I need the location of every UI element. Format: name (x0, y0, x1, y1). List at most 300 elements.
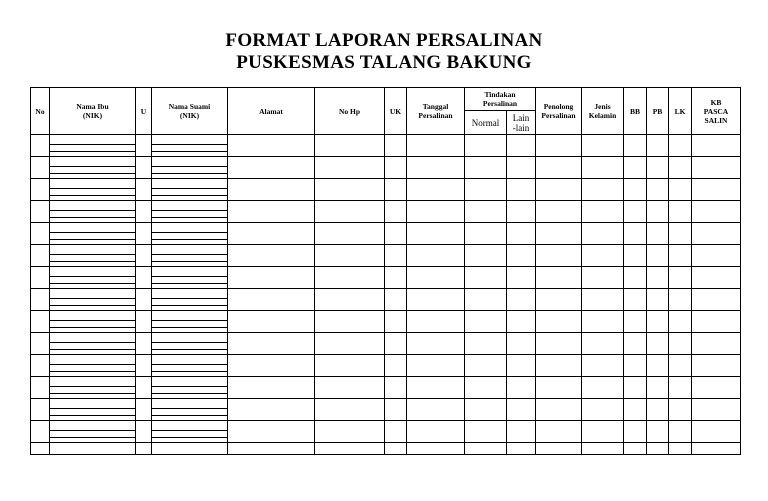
cell-tanggal-persalinan (407, 179, 465, 201)
header-lain-suffix: -lain (512, 122, 530, 133)
cell-no (31, 421, 50, 443)
cell-tanggal-persalinan (407, 267, 465, 289)
cell-uk (385, 443, 407, 455)
nik-line (152, 408, 227, 409)
cell-nama-ibu (50, 223, 136, 245)
cell-bb (624, 201, 647, 223)
nik-line (152, 188, 227, 189)
cell-nama-ibu (50, 135, 136, 157)
cell-normal (465, 223, 507, 245)
cell-normal (465, 355, 507, 377)
cell-kb-pasca-salin (692, 443, 741, 455)
cell-lk (669, 135, 692, 157)
nik-line (152, 261, 227, 262)
cell-uk (385, 267, 407, 289)
cell-no (31, 399, 50, 421)
cell-alamat (228, 157, 315, 179)
nik-line (152, 364, 227, 365)
cell-pb (647, 135, 669, 157)
cell-kb-pasca-salin (692, 377, 741, 399)
cell-pb (647, 377, 669, 399)
cell-tanggal-persalinan (407, 223, 465, 245)
cell-kb-pasca-salin (692, 333, 741, 355)
cell-no-hp (315, 399, 385, 421)
cell-alamat (228, 355, 315, 377)
nik-line (50, 276, 135, 277)
cell-penolong (536, 201, 582, 223)
cell-kb-pasca-salin (692, 179, 741, 201)
cell-pb (647, 443, 669, 455)
cell-nama-ibu (50, 157, 136, 179)
cell-tanggal-persalinan (407, 443, 465, 455)
cell-uk (385, 421, 407, 443)
cell-penolong (536, 355, 582, 377)
header-penolong-persalinan-label: Persalinan (541, 111, 576, 120)
cell-alamat (228, 289, 315, 311)
cell-nama-ibu (50, 289, 136, 311)
header-nama-ibu (50, 88, 136, 135)
cell-nama-suami (152, 223, 228, 245)
nik-line (50, 151, 135, 152)
nik-line (50, 195, 135, 196)
cell-nama-ibu (50, 355, 136, 377)
cell-tanggal-persalinan (407, 377, 465, 399)
cell-normal (465, 267, 507, 289)
cell-nama-suami (152, 157, 228, 179)
cell-lk (669, 267, 692, 289)
cell-lain-lain (507, 223, 536, 245)
cell-pb (647, 399, 669, 421)
cell-kb-pasca-salin (692, 135, 741, 157)
nik-line (152, 166, 227, 167)
header-tindakan-label: Tindakan (484, 90, 516, 99)
cell-alamat (228, 223, 315, 245)
cell-lain-lain (507, 443, 536, 455)
header-no: No (31, 88, 50, 135)
cell-uk (385, 179, 407, 201)
header-nama-ibu-label: Nama Ibu (76, 102, 109, 111)
header-nama-ibu-nik: (NIK) (82, 111, 103, 120)
cell-uk (385, 333, 407, 355)
cell-bb (624, 355, 647, 377)
cell-penolong (536, 311, 582, 333)
cell-bb (624, 443, 647, 455)
nik-line (152, 327, 227, 328)
cell-lk (669, 377, 692, 399)
cell-lain-lain (507, 267, 536, 289)
cell-lain-lain (507, 179, 536, 201)
cell-alamat (228, 311, 315, 333)
cell-pb (647, 179, 669, 201)
cell-nama-ibu (50, 311, 136, 333)
cell-no-hp (315, 157, 385, 179)
cell-nama-suami (152, 399, 228, 421)
cell-jenis-kelamin (582, 135, 624, 157)
header-tindakan-persalinan-label: Persalinan (482, 99, 518, 108)
cell-no (31, 135, 50, 157)
cell-no-hp (315, 179, 385, 201)
cell-nama-ibu (50, 201, 136, 223)
cell-no (31, 223, 50, 245)
cell-u (136, 223, 152, 245)
header-kb-label: KB (710, 97, 722, 107)
cell-u (136, 333, 152, 355)
nik-line (50, 217, 135, 218)
report-title-line-1: FORMAT LAPORAN PERSALINAN (225, 30, 543, 51)
nik-line (152, 217, 227, 218)
cell-lk (669, 399, 692, 421)
cell-kb-pasca-salin (692, 399, 741, 421)
table-row (31, 399, 741, 421)
cell-lain-lain (507, 421, 536, 443)
cell-alamat (228, 179, 315, 201)
cell-tanggal-persalinan (407, 157, 465, 179)
cell-lain-lain (507, 333, 536, 355)
cell-u (136, 311, 152, 333)
header-kelamin-label: Kelamin (588, 111, 617, 120)
nik-line (50, 393, 135, 394)
nik-line (152, 371, 227, 372)
nik-line (50, 283, 135, 284)
cell-penolong (536, 157, 582, 179)
nik-line (50, 342, 135, 343)
cell-penolong (536, 421, 582, 443)
cell-uk (385, 201, 407, 223)
cell-uk (385, 157, 407, 179)
nik-line (152, 430, 227, 431)
nik-line (152, 173, 227, 174)
cell-alamat (228, 377, 315, 399)
header-pasca-label: PASCA (703, 106, 729, 116)
cell-bb (624, 333, 647, 355)
table-row (31, 267, 741, 289)
nik-line (50, 437, 135, 438)
nik-line (50, 144, 135, 145)
nik-line (50, 408, 135, 409)
cell-tanggal-persalinan (407, 135, 465, 157)
cell-no (31, 267, 50, 289)
cell-lk (669, 289, 692, 311)
nik-line (50, 298, 135, 299)
nik-line (50, 239, 135, 240)
cell-nama-suami (152, 311, 228, 333)
nik-line (152, 386, 227, 387)
table-row (31, 245, 741, 267)
cell-lk (669, 201, 692, 223)
cell-jenis-kelamin (582, 201, 624, 223)
cell-no-hp (315, 267, 385, 289)
cell-u (136, 399, 152, 421)
nik-line (50, 188, 135, 189)
cell-normal (465, 245, 507, 267)
cell-tanggal-persalinan (407, 245, 465, 267)
cell-lain-lain (507, 201, 536, 223)
nik-line (50, 349, 135, 350)
cell-lk (669, 333, 692, 355)
cell-bb (624, 135, 647, 157)
cell-nama-suami (152, 333, 228, 355)
cell-lk (669, 443, 692, 455)
cell-u (136, 201, 152, 223)
cell-alamat (228, 333, 315, 355)
cell-alamat (228, 421, 315, 443)
nik-line (50, 210, 135, 211)
cell-kb-pasca-salin (692, 267, 741, 289)
cell-penolong (536, 267, 582, 289)
cell-normal (465, 399, 507, 421)
cell-u (136, 355, 152, 377)
cell-kb-pasca-salin (692, 157, 741, 179)
cell-normal (465, 443, 507, 455)
cell-penolong (536, 223, 582, 245)
table-row (31, 443, 741, 455)
cell-nama-ibu (50, 377, 136, 399)
cell-jenis-kelamin (582, 311, 624, 333)
nik-line (152, 298, 227, 299)
cell-nama-suami (152, 179, 228, 201)
nik-line (50, 166, 135, 167)
cell-jenis-kelamin (582, 377, 624, 399)
cell-penolong (536, 377, 582, 399)
cell-lain-lain (507, 399, 536, 421)
header-jenis-kelamin (582, 88, 624, 135)
nik-line (152, 283, 227, 284)
header-tanggal-persalinan (407, 88, 465, 135)
cell-nama-suami (152, 443, 228, 455)
cell-bb (624, 157, 647, 179)
table-row (31, 289, 741, 311)
cell-nama-ibu (50, 333, 136, 355)
cell-u (136, 179, 152, 201)
cell-nama-suami (152, 377, 228, 399)
nik-line (50, 364, 135, 365)
cell-tanggal-persalinan (407, 311, 465, 333)
cell-lain-lain (507, 289, 536, 311)
cell-nama-suami (152, 201, 228, 223)
report-table (30, 87, 741, 455)
cell-kb-pasca-salin (692, 245, 741, 267)
cell-jenis-kelamin (582, 333, 624, 355)
cell-uk (385, 135, 407, 157)
table-row (31, 201, 741, 223)
nik-line (152, 144, 227, 145)
cell-normal (465, 377, 507, 399)
nik-line (152, 437, 227, 438)
cell-bb (624, 223, 647, 245)
cell-penolong (536, 333, 582, 355)
header-tanggal-label: Tanggal (422, 102, 449, 111)
nik-line (50, 386, 135, 387)
cell-penolong (536, 245, 582, 267)
cell-kb-pasca-salin (692, 289, 741, 311)
nik-line (152, 232, 227, 233)
cell-uk (385, 399, 407, 421)
cell-kb-pasca-salin (692, 223, 741, 245)
cell-kb-pasca-salin (692, 201, 741, 223)
header-salin-label: SALIN (704, 115, 728, 125)
nik-line (152, 151, 227, 152)
cell-no-hp (315, 377, 385, 399)
nik-line (152, 320, 227, 321)
cell-lk (669, 179, 692, 201)
cell-u (136, 157, 152, 179)
cell-bb (624, 179, 647, 201)
table-row (31, 223, 741, 245)
cell-tanggal-persalinan (407, 421, 465, 443)
cell-lk (669, 421, 692, 443)
nik-line (50, 327, 135, 328)
cell-jenis-kelamin (582, 355, 624, 377)
cell-pb (647, 333, 669, 355)
header-lk: LK (669, 88, 692, 135)
cell-bb (624, 267, 647, 289)
cell-no (31, 245, 50, 267)
cell-no (31, 289, 50, 311)
cell-bb (624, 377, 647, 399)
cell-no (31, 179, 50, 201)
header-lain-label: Lain (512, 112, 530, 123)
cell-penolong (536, 135, 582, 157)
cell-penolong (536, 443, 582, 455)
nik-line (50, 415, 135, 416)
cell-nama-ibu (50, 245, 136, 267)
cell-pb (647, 289, 669, 311)
cell-pb (647, 421, 669, 443)
cell-tanggal-persalinan (407, 201, 465, 223)
header-persalinan-label: Persalinan (418, 111, 453, 120)
cell-normal (465, 333, 507, 355)
nik-line (50, 305, 135, 306)
nik-line (152, 393, 227, 394)
cell-uk (385, 245, 407, 267)
header-jenis-label: Jenis (594, 102, 611, 111)
cell-nama-ibu (50, 421, 136, 443)
cell-lk (669, 311, 692, 333)
table-row (31, 421, 741, 443)
header-penolong-persalinan (536, 88, 582, 135)
cell-jenis-kelamin (582, 157, 624, 179)
nik-line (50, 320, 135, 321)
cell-u (136, 289, 152, 311)
header-lain-lain (507, 111, 536, 135)
cell-nama-suami (152, 355, 228, 377)
cell-nama-ibu (50, 399, 136, 421)
header-bb: BB (624, 88, 647, 135)
report-title-line-2: PUSKESMAS TALANG BAKUNG (236, 52, 532, 73)
cell-nama-suami (152, 135, 228, 157)
cell-kb-pasca-salin (692, 311, 741, 333)
cell-penolong (536, 289, 582, 311)
cell-kb-pasca-salin (692, 421, 741, 443)
cell-no-hp (315, 245, 385, 267)
cell-jenis-kelamin (582, 289, 624, 311)
header-no-hp: No Hp (315, 88, 385, 135)
nik-line (50, 430, 135, 431)
cell-u (136, 421, 152, 443)
cell-penolong (536, 179, 582, 201)
cell-normal (465, 421, 507, 443)
cell-no-hp (315, 289, 385, 311)
cell-no (31, 201, 50, 223)
header-normal: Normal (465, 111, 507, 135)
cell-normal (465, 135, 507, 157)
header-pb: PB (647, 88, 669, 135)
cell-tanggal-persalinan (407, 289, 465, 311)
cell-normal (465, 311, 507, 333)
nik-line (152, 305, 227, 306)
cell-no-hp (315, 201, 385, 223)
cell-bb (624, 421, 647, 443)
cell-bb (624, 311, 647, 333)
cell-alamat (228, 135, 315, 157)
cell-alamat (228, 201, 315, 223)
cell-no (31, 443, 50, 455)
cell-no-hp (315, 311, 385, 333)
nik-line (50, 371, 135, 372)
nik-line (152, 415, 227, 416)
nik-line (152, 254, 227, 255)
header-uk: UK (385, 88, 407, 135)
cell-tanggal-persalinan (407, 399, 465, 421)
cell-lain-lain (507, 135, 536, 157)
nik-line (152, 349, 227, 350)
cell-nama-ibu (50, 267, 136, 289)
cell-normal (465, 201, 507, 223)
nik-line (152, 210, 227, 211)
cell-u (136, 443, 152, 455)
cell-u (136, 245, 152, 267)
cell-uk (385, 289, 407, 311)
nik-line (152, 276, 227, 277)
table-row (31, 333, 741, 355)
cell-bb (624, 399, 647, 421)
cell-no-hp (315, 135, 385, 157)
table-row (31, 377, 741, 399)
table-row (31, 179, 741, 201)
cell-jenis-kelamin (582, 421, 624, 443)
cell-jenis-kelamin (582, 399, 624, 421)
table-row (31, 311, 741, 333)
cell-kb-pasca-salin (692, 355, 741, 377)
cell-no-hp (315, 223, 385, 245)
cell-jenis-kelamin (582, 223, 624, 245)
cell-jenis-kelamin (582, 245, 624, 267)
report-table-body (31, 135, 741, 455)
cell-pb (647, 223, 669, 245)
cell-jenis-kelamin (582, 443, 624, 455)
cell-pb (647, 267, 669, 289)
cell-nama-suami (152, 267, 228, 289)
cell-uk (385, 377, 407, 399)
nik-line (50, 232, 135, 233)
cell-nama-suami (152, 421, 228, 443)
nik-line (152, 195, 227, 196)
table-row (31, 157, 741, 179)
cell-lk (669, 245, 692, 267)
header-kb-pasca-salin (692, 88, 741, 135)
cell-no-hp (315, 443, 385, 455)
cell-pb (647, 355, 669, 377)
header-alamat: Alamat (228, 88, 315, 135)
cell-lain-lain (507, 377, 536, 399)
header-u: U (136, 88, 152, 135)
cell-normal (465, 157, 507, 179)
cell-alamat (228, 399, 315, 421)
cell-uk (385, 223, 407, 245)
cell-no-hp (315, 333, 385, 355)
cell-tanggal-persalinan (407, 333, 465, 355)
header-penolong-label: Penolong (543, 102, 574, 111)
